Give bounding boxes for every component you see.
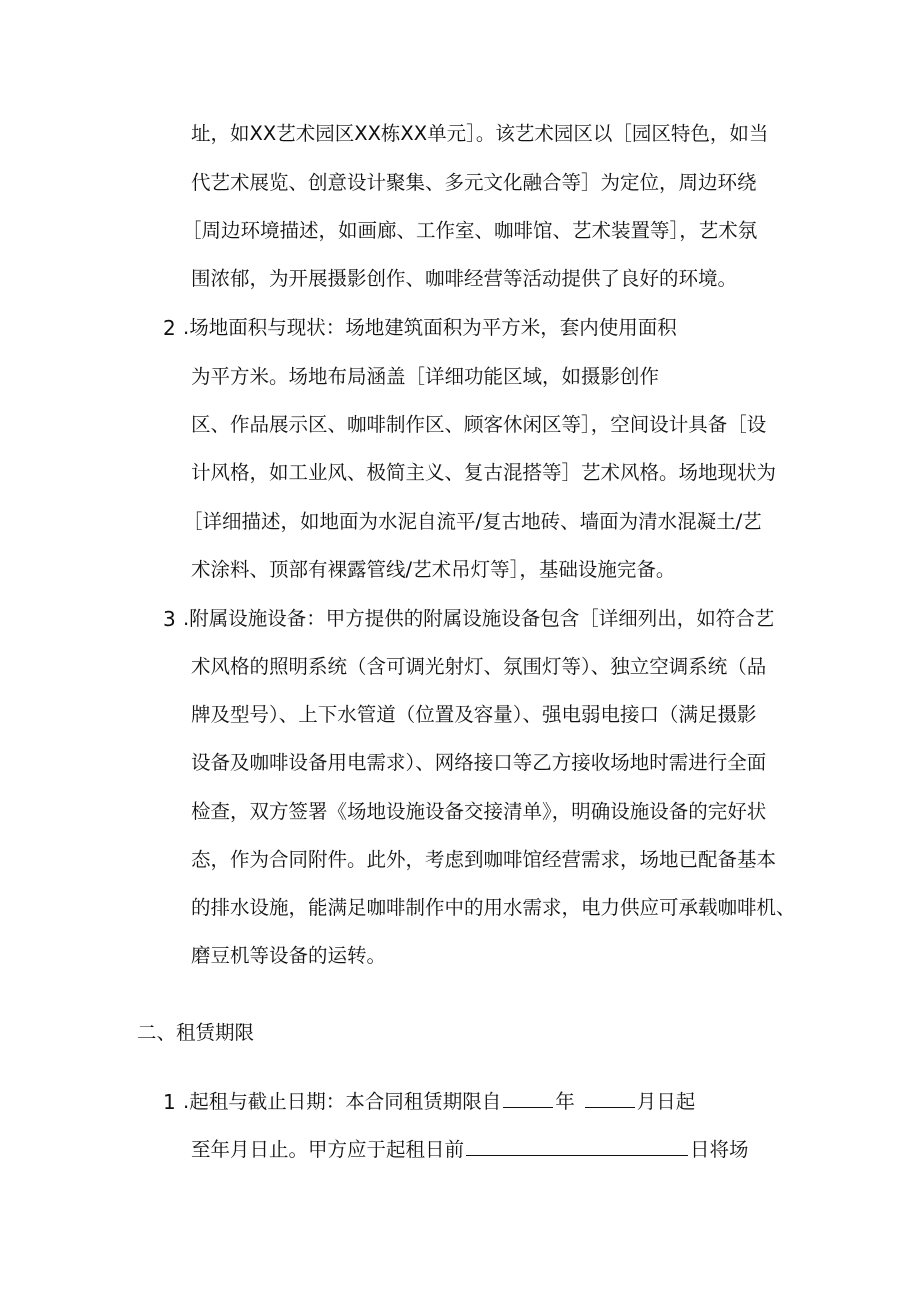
list-item-line: 磨豆机等设备的运转。: [191, 944, 387, 967]
text-segment: 至年月日止。甲方应于起租日前: [191, 1138, 465, 1161]
list-item-line: 的排水设施，能满足咖啡制作中的用水需求，电力供应可承载咖啡机、: [191, 896, 796, 919]
list-item-line: 区、作品展示区、咖啡制作区、顾客休闲区等］，空间设计具备［设: [191, 413, 767, 436]
fill-in-blank: [585, 1106, 635, 1108]
paragraph-line: ［周边环境描述，如画廊、工作室、咖啡馆、艺术装置等］，艺术氛: [182, 219, 758, 242]
list-number: 2: [163, 316, 176, 340]
list-number: 3: [163, 607, 176, 631]
text-segment: 日将场: [690, 1138, 749, 1161]
text-segment: .起租与截止日期：本合同租赁期限自: [183, 1090, 502, 1113]
fill-in-blank: [466, 1154, 688, 1156]
text-segment: 月日起: [636, 1090, 696, 1113]
list-item-line: .附属设施设备：甲方提供的附属设施设备包含［详细列出，如符合艺: [183, 607, 775, 630]
list-item-line: .场地面积与现状：场地建筑面积为平方米，套内使用面积: [183, 316, 677, 339]
list-item-line: 设备及咖啡设备用电需求）、网络接口等乙方接收场地时需进行全面: [191, 751, 767, 774]
list-item-line: 术风格的照明系统（含可调光射灯、氛围灯等）、独立空调系统（品: [191, 655, 767, 678]
list-item-line: [183, 1092, 695, 1112]
list-item-line: 术涂料、顶部有裸露管线/艺术吊灯等］，基础设施完备。: [191, 558, 676, 581]
paragraph-line: 围浓郁，为开展摄影创作、咖啡经营等活动提供了良好的环境。: [191, 267, 738, 290]
text-segment: 年: [555, 1090, 575, 1113]
list-item-line: [191, 1140, 749, 1160]
section-heading: 二、租赁期限: [137, 1021, 255, 1044]
list-item-line: 态，作为合同附件。此外，考虑到咖啡馆经营需求，场地已配备基本: [191, 848, 777, 871]
paragraph-line: 址，如XX艺术园区XX栋XX单元］。该艺术园区以［园区特色，如当: [191, 122, 769, 145]
list-item-line: 计风格，如工业风、极简主义、复古混搭等］艺术风格。场地现状为: [191, 461, 777, 484]
list-item-line: 检查，双方签署《场地设施设备交接清单》，明确设施设备的完好状: [191, 800, 767, 823]
list-item-line: 牌及型号）、上下水管道（位置及容量）、强电弱电接口（满足摄影: [191, 703, 757, 726]
list-number: 1: [163, 1090, 176, 1114]
list-item-line: ［详细描述，如地面为水泥自流平/复古地砖、墙面为清水混凝土/艺: [183, 510, 762, 533]
paragraph-line: 代艺术展览、创意设计聚集、多元文化融合等］为定位，周边环绕: [191, 171, 757, 194]
fill-in-blank: [503, 1106, 553, 1108]
list-item-line: 为平方米。场地布局涵盖［详细功能区域，如摄影创作: [191, 365, 660, 388]
